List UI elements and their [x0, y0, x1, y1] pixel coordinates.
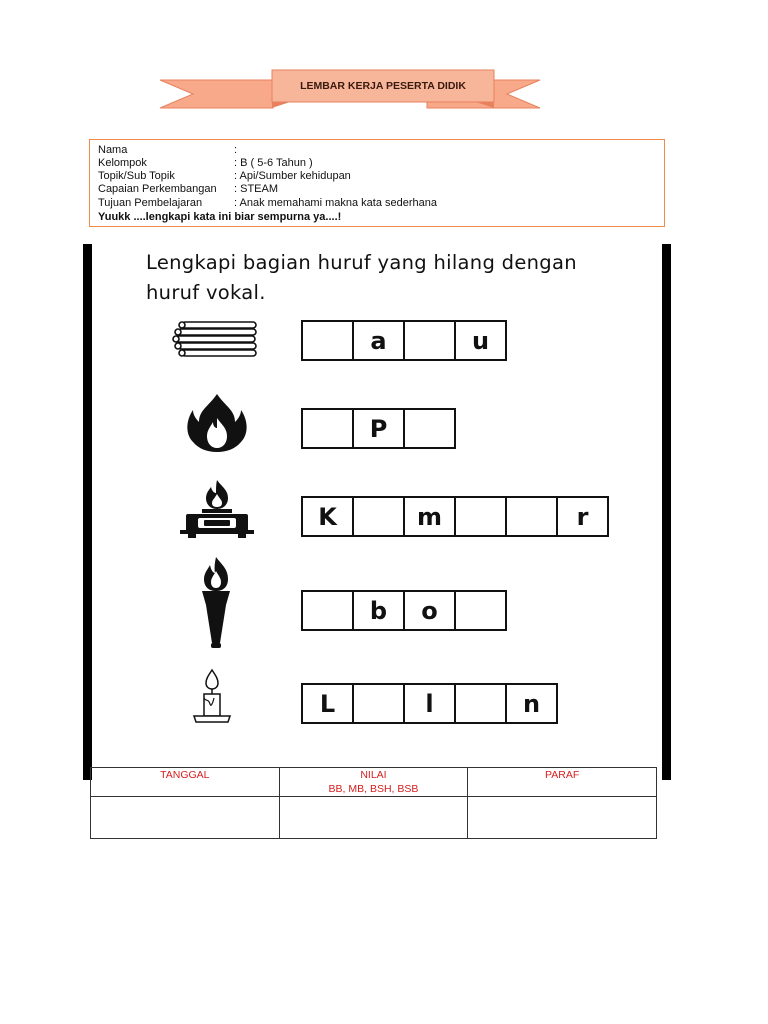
info-label: Tujuan Pembelajaran: [98, 197, 203, 209]
signature-cell[interactable]: [468, 797, 657, 839]
info-row-objective: [98, 197, 437, 210]
score-cell[interactable]: [279, 797, 468, 839]
assessment-table: [90, 767, 657, 839]
info-value: : STEAM: [234, 183, 279, 195]
info-row-topic: [98, 170, 351, 183]
letter-box[interactable]: [301, 590, 354, 631]
info-label: Nama: [98, 144, 128, 156]
letter-box: P: [352, 408, 405, 449]
letter-box[interactable]: [454, 683, 507, 724]
letter-box[interactable]: [403, 408, 456, 449]
column-header-label: TANGGAL: [160, 769, 210, 781]
letter-box: K: [301, 496, 354, 537]
letter-box[interactable]: [454, 496, 507, 537]
instruction-line: Lengkapi bagian huruf yang hilang dengan: [146, 251, 577, 274]
letter-box[interactable]: [352, 683, 405, 724]
torch-icon: [196, 557, 236, 649]
letter-box: u: [454, 320, 507, 361]
info-row-achievement: [98, 183, 278, 196]
letter-box-row-4: [301, 590, 505, 631]
frame-right-bar: [662, 244, 671, 780]
letter-box: l: [403, 683, 456, 724]
letter-box: r: [556, 496, 609, 537]
instruction-line: huruf vokal.: [146, 281, 266, 304]
info-value: : Api/Sumber kehidupan: [234, 170, 351, 182]
letter-box-row-2: [301, 408, 454, 449]
info-row-group: [98, 157, 313, 170]
column-header-signature: [468, 768, 657, 797]
letter-box: b: [352, 590, 405, 631]
letter-box[interactable]: [352, 496, 405, 537]
date-cell[interactable]: [91, 797, 280, 839]
letter-box-row-1: [301, 320, 505, 361]
letter-box: o: [403, 590, 456, 631]
info-value: :: [234, 144, 238, 156]
info-value: : Anak memahami makna kata sederhana: [234, 197, 438, 209]
letter-box: m: [403, 496, 456, 537]
letter-box[interactable]: [505, 496, 558, 537]
column-header-label: PARAF: [545, 769, 580, 781]
info-row-name: [98, 144, 237, 157]
info-label: Kelompok: [98, 157, 147, 169]
column-header-score: [279, 768, 468, 797]
candle-icon: [192, 668, 232, 726]
letter-box[interactable]: [454, 590, 507, 631]
frame-left-bar: [83, 244, 92, 780]
info-label: Capaian Perkembangan: [98, 183, 217, 195]
letter-box: n: [505, 683, 558, 724]
info-value: : B ( 5-6 Tahun ): [234, 157, 313, 169]
letter-box: L: [301, 683, 354, 724]
letter-box[interactable]: [403, 320, 456, 361]
worksheet-title: LEMBAR KERJA PESERTA DIDIK: [300, 80, 466, 92]
info-label: Topik/Sub Topik: [98, 170, 175, 182]
letter-box: a: [352, 320, 405, 361]
letter-box-row-5: [301, 683, 556, 724]
letter-box[interactable]: [301, 320, 354, 361]
motto-text: Yuukk ....lengkapi kata ini biar sempurna ya....!: [98, 211, 342, 223]
letter-box[interactable]: [301, 408, 354, 449]
firewood-icon: [172, 318, 260, 362]
fire-icon: [185, 392, 249, 452]
column-header-label: NILAI: [360, 769, 387, 781]
score-scale: BB, MB, BSH, BSB: [328, 783, 419, 795]
student-info-box: [89, 139, 665, 227]
column-header-date: [91, 768, 280, 797]
instruction-text: [146, 248, 646, 308]
stove-icon: [180, 478, 254, 538]
letter-box-row-3: [301, 496, 607, 537]
